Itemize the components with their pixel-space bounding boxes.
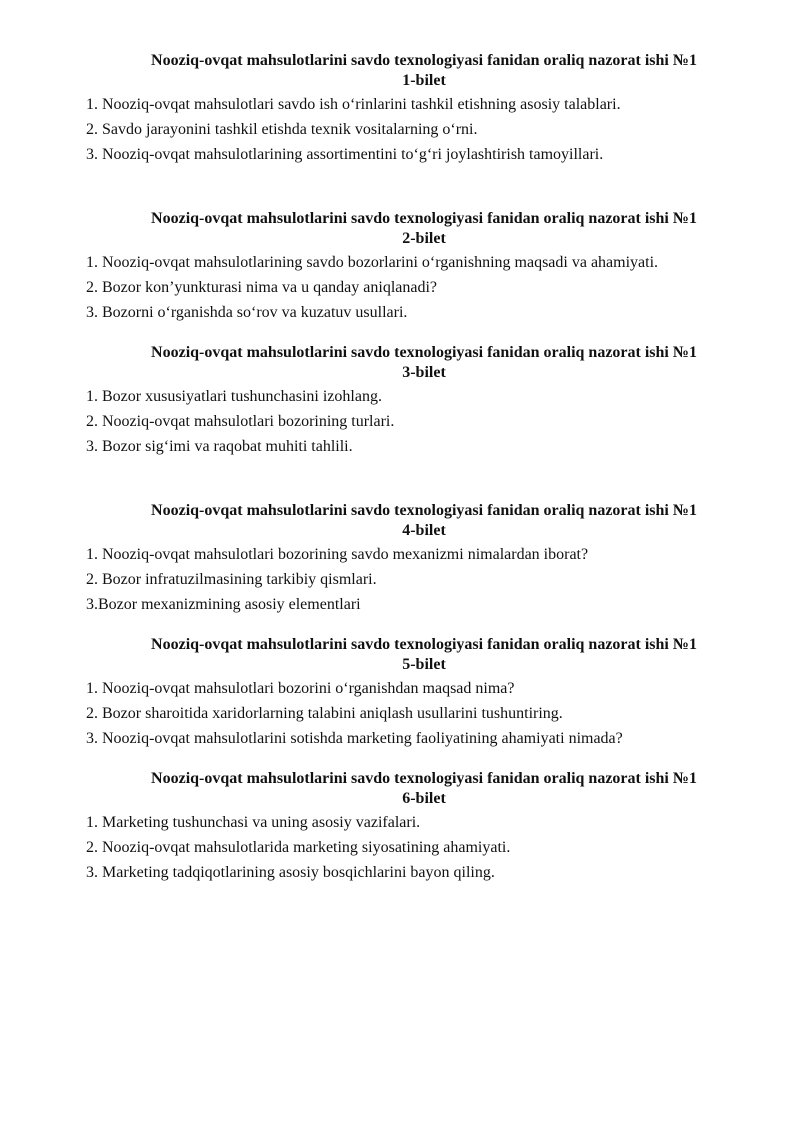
ticket-3	[86, 343, 746, 459]
question-3: 3. Nooziq-ovqat mahsulotlarining assortimentini to‘g‘ri joylashtirish tamoyillari.	[86, 146, 604, 163]
spacer	[86, 459, 746, 501]
spacer	[86, 167, 746, 209]
question-2: 2. Savdo jarayonini tashkil etishda texnik vositalarning o‘rni.	[86, 121, 478, 138]
spacer	[86, 751, 746, 769]
ticket-number: 6-bilet	[402, 790, 446, 807]
ticket-number: 5-bilet	[402, 656, 446, 673]
question-3: 3. Nooziq-ovqat mahsulotlarini sotishda marketing faoliyatining ahamiyati nimada?	[86, 730, 623, 747]
ticket-number: 1-bilet	[402, 72, 446, 89]
spacer	[86, 325, 746, 343]
ticket-number: 4-bilet	[402, 522, 446, 539]
question-3: 3. Bozor sig‘imi va raqobat muhiti tahlili.	[86, 438, 353, 455]
ticket-1	[86, 51, 746, 167]
question-2: 2. Bozor kon’yunkturasi nima va u qanday aniqlanadi?	[86, 279, 438, 296]
question-1: 1. Nooziq-ovqat mahsulotlari bozorining savdo mexanizmi nimalardan iborat?	[86, 546, 589, 563]
ticket-title: Nooziq-ovqat mahsulotlarini savdo texnologiyasi fanidan oraliq nazorat ishi №1	[151, 770, 697, 787]
question-3: 3. Marketing tadqiqotlarining asosiy bosqichlarini bayon qiling.	[86, 864, 495, 881]
question-1: 1. Nooziq-ovqat mahsulotlari bozorini o‘rganishdan maqsad nima?	[86, 680, 515, 697]
question-2: 2. Nooziq-ovqat mahsulotlarida marketing siyosatining ahamiyati.	[86, 839, 511, 856]
ticket-title: Nooziq-ovqat mahsulotlarini savdo texnologiyasi fanidan oraliq nazorat ishi №1	[151, 52, 697, 69]
question-3: 3.Bozor mexanizmining asosiy elementlari	[86, 596, 361, 613]
ticket-title: Nooziq-ovqat mahsulotlarini savdo texnologiyasi fanidan oraliq nazorat ishi №1	[151, 210, 697, 227]
ticket-5	[86, 635, 746, 751]
question-2: 2. Bozor infratuzilmasining tarkibiy qismlari.	[86, 571, 377, 588]
question-1: 1. Nooziq-ovqat mahsulotlarining savdo bozorlarini o‘rganishning maqsadi va ahamiyati.	[86, 254, 659, 271]
document-page	[86, 51, 746, 885]
ticket-4	[86, 501, 746, 617]
spacer	[86, 617, 746, 635]
ticket-number: 2-bilet	[402, 230, 446, 247]
ticket-title: Nooziq-ovqat mahsulotlarini savdo texnologiyasi fanidan oraliq nazorat ishi №1	[151, 344, 697, 361]
question-1: 1. Bozor xususiyatlari tushunchasini izohlang.	[86, 388, 382, 405]
ticket-number: 3-bilet	[402, 364, 446, 381]
ticket-2	[86, 209, 746, 325]
ticket-title: Nooziq-ovqat mahsulotlarini savdo texnologiyasi fanidan oraliq nazorat ishi №1	[151, 502, 697, 519]
ticket-title: Nooziq-ovqat mahsulotlarini savdo texnologiyasi fanidan oraliq nazorat ishi №1	[151, 636, 697, 653]
question-3: 3. Bozorni o‘rganishda so‘rov va kuzatuv usullari.	[86, 304, 408, 321]
question-1: 1. Nooziq-ovqat mahsulotlari savdo ish o‘rinlarini tashkil etishning asosiy talablari.	[86, 96, 621, 113]
question-2: 2. Nooziq-ovqat mahsulotlari bozorining turlari.	[86, 413, 395, 430]
question-2: 2. Bozor sharoitida xaridorlarning talabini aniqlash usullarini tushuntiring.	[86, 705, 563, 722]
ticket-6	[86, 769, 746, 885]
question-1: 1. Marketing tushunchasi va uning asosiy vazifalari.	[86, 814, 421, 831]
